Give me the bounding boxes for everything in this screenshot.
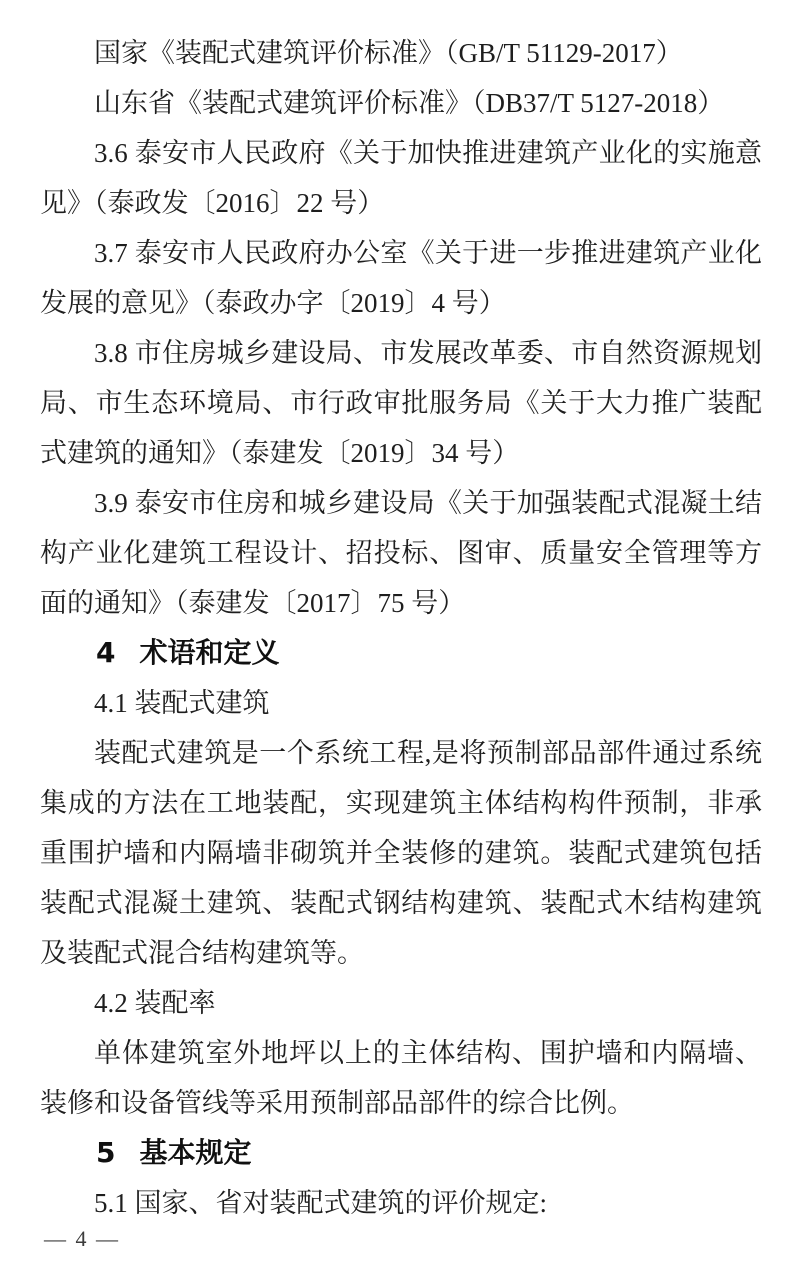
section-heading — [40, 1128, 762, 1178]
paragraph: 3.9 泰安市住房和城乡建设局《关于加强装配式混凝土结构产业化建筑工程设计、招投标、图审、质量安全管理等方面的通知》（泰建发〔2017〕75 号） — [40, 488, 762, 618]
paragraph: 国家《装配式建筑评价标准》（GB/T 51129-2017） — [94, 38, 683, 68]
section-heading — [40, 628, 762, 678]
page-number: — 4 — — [44, 1226, 120, 1251]
section-title: 基本规定 — [139, 1136, 252, 1169]
paragraph: 4.1 装配式建筑 — [94, 688, 270, 718]
paragraph: 山东省《装配式建筑评价标准》（DB37/T 5127-2018） — [94, 88, 725, 118]
paragraph: 5.1 国家、省对装配式建筑的评价规定: — [94, 1188, 548, 1218]
paragraph: 3.6 泰安市人民政府《关于加快推进建筑产业化的实施意见》（泰政发〔2016〕22 号） — [40, 138, 762, 218]
section-title: 术语和定义 — [139, 636, 280, 669]
section-number: 5 — [96, 1136, 116, 1169]
paragraph: 4.2 装配率 — [94, 988, 216, 1018]
section-number: 4 — [96, 636, 116, 669]
paragraph: 3.8 市住房城乡建设局、市发展改革委、市自然资源规划局、市生态环境局、市行政审批服务局《关于大力推广装配式建筑的通知》（泰建发〔2019〕34 号） — [40, 338, 762, 468]
page-footer — [44, 1224, 120, 1254]
paragraph: 3.7 泰安市人民政府办公室《关于进一步推进建筑产业化发展的意见》（泰政办字〔2019〕4 号） — [40, 238, 762, 318]
paragraph: 单体建筑室外地坪以上的主体结构、围护墙和内隔墙、装修和设备管线等采用预制部品部件的综合比例。 — [40, 1038, 762, 1118]
document-body — [40, 28, 762, 1228]
paragraph: 装配式建筑是一个系统工程,是将预制部品部件通过系统集成的方法在工地装配，实现建筑主体结构构件预制，非承重围护墙和内隔墙非砌筑并全装修的建筑。装配式建筑包括装配式混凝土建筑、装配式钢结构建筑、装配式木结构建筑及装配式混合结构建筑等。 — [40, 738, 762, 968]
